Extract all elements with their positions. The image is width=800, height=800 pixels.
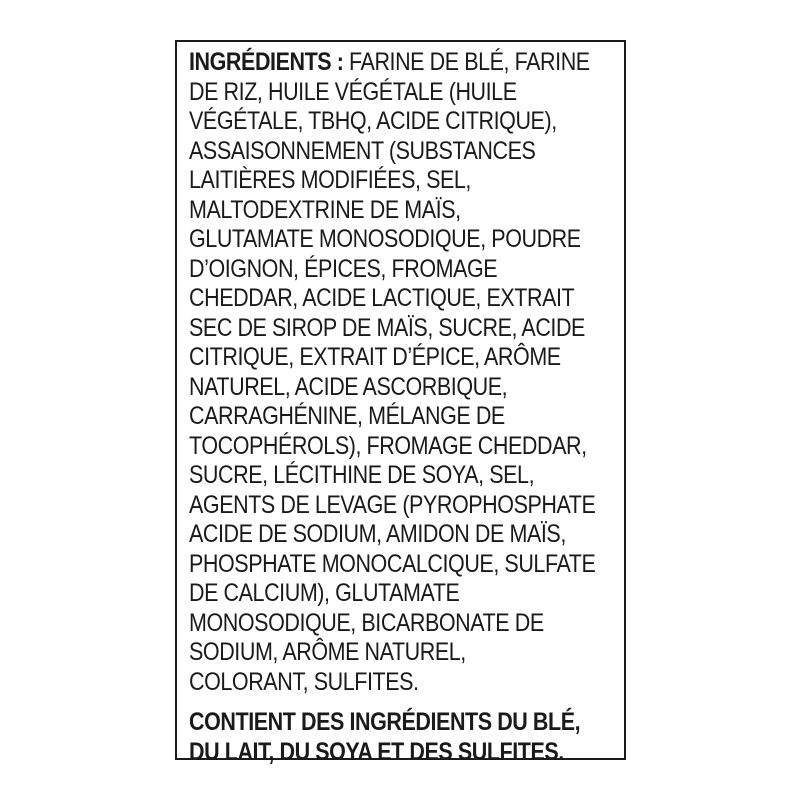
ingredients-line: ACIDE DE SODIUM, AMIDON DE MAÏS, [189, 520, 566, 548]
allergen-line: DU LAIT, DU SOYA ET DES SULFITES. [189, 737, 564, 766]
ingredients-line: MONOSODIQUE, BICARBONATE DE [189, 608, 544, 637]
ingredients-line: PHOSPHATE MONOCALCIQUE, SULFATE [189, 549, 596, 578]
ingredients-line: SODIUM, ARÔME NATUREL, [189, 638, 466, 666]
ingredients-line: NATUREL, ACIDE ASCORBIQUE, [189, 372, 508, 401]
ingredient-label-panel [175, 40, 626, 766]
ingredients-line: COLORANT, SULFITES. [189, 667, 419, 696]
ingredient-text-block [189, 48, 596, 767]
ingredients-heading: INGRÉDIENTS : [189, 48, 344, 76]
ingredients-line: LAITIÈRES MODIFIÉES, SEL, [189, 166, 471, 194]
ingredients-line: SEC DE SIROP DE MAÏS, SUCRE, ACIDE [189, 313, 585, 342]
ingredients-line: TOCOPHÉROLS), FROMAGE CHEDDAR, [189, 431, 587, 460]
allergen-line: CONTIENT DES INGRÉDIENTS DU BLÉ, [189, 708, 581, 736]
ingredients-line: DE CALCIUM), GLUTAMATE [189, 579, 460, 607]
ingredients-line: SUCRE, LÉCITHINE DE SOYA, SEL, [189, 461, 535, 489]
ingredients-line: DE RIZ, HUILE VÉGÉTALE (HUILE [189, 77, 517, 106]
ingredients-line-text: FARINE DE BLÉ, FARINE [343, 48, 590, 76]
ingredients-line: CITRIQUE, EXTRAIT D’ÉPICE, ARÔME [189, 343, 561, 371]
allergen-statement [189, 708, 581, 767]
ingredients-line: AGENTS DE LEVAGE (PYROPHOSPHATE [189, 490, 596, 519]
ingredients-line: D’OIGNON, ÉPICES, FROMAGE [189, 254, 498, 283]
ingredients-line: GLUTAMATE MONOSODIQUE, POUDRE [189, 225, 581, 253]
ingredients-line: ASSAISONNEMENT (SUBSTANCES [189, 136, 536, 165]
ingredients-line: CHEDDAR, ACIDE LACTIQUE, EXTRAIT [189, 284, 575, 312]
ingredients-line: VÉGÉTALE, TBHQ, ACIDE CITRIQUE), [189, 107, 557, 135]
ingredients-line: MALTODEXTRINE DE MAÏS, [189, 195, 461, 224]
ingredients-line: CARRAGHÉNINE, MÉLANGE DE [189, 402, 505, 430]
ingredients-line-1 [189, 48, 590, 78]
